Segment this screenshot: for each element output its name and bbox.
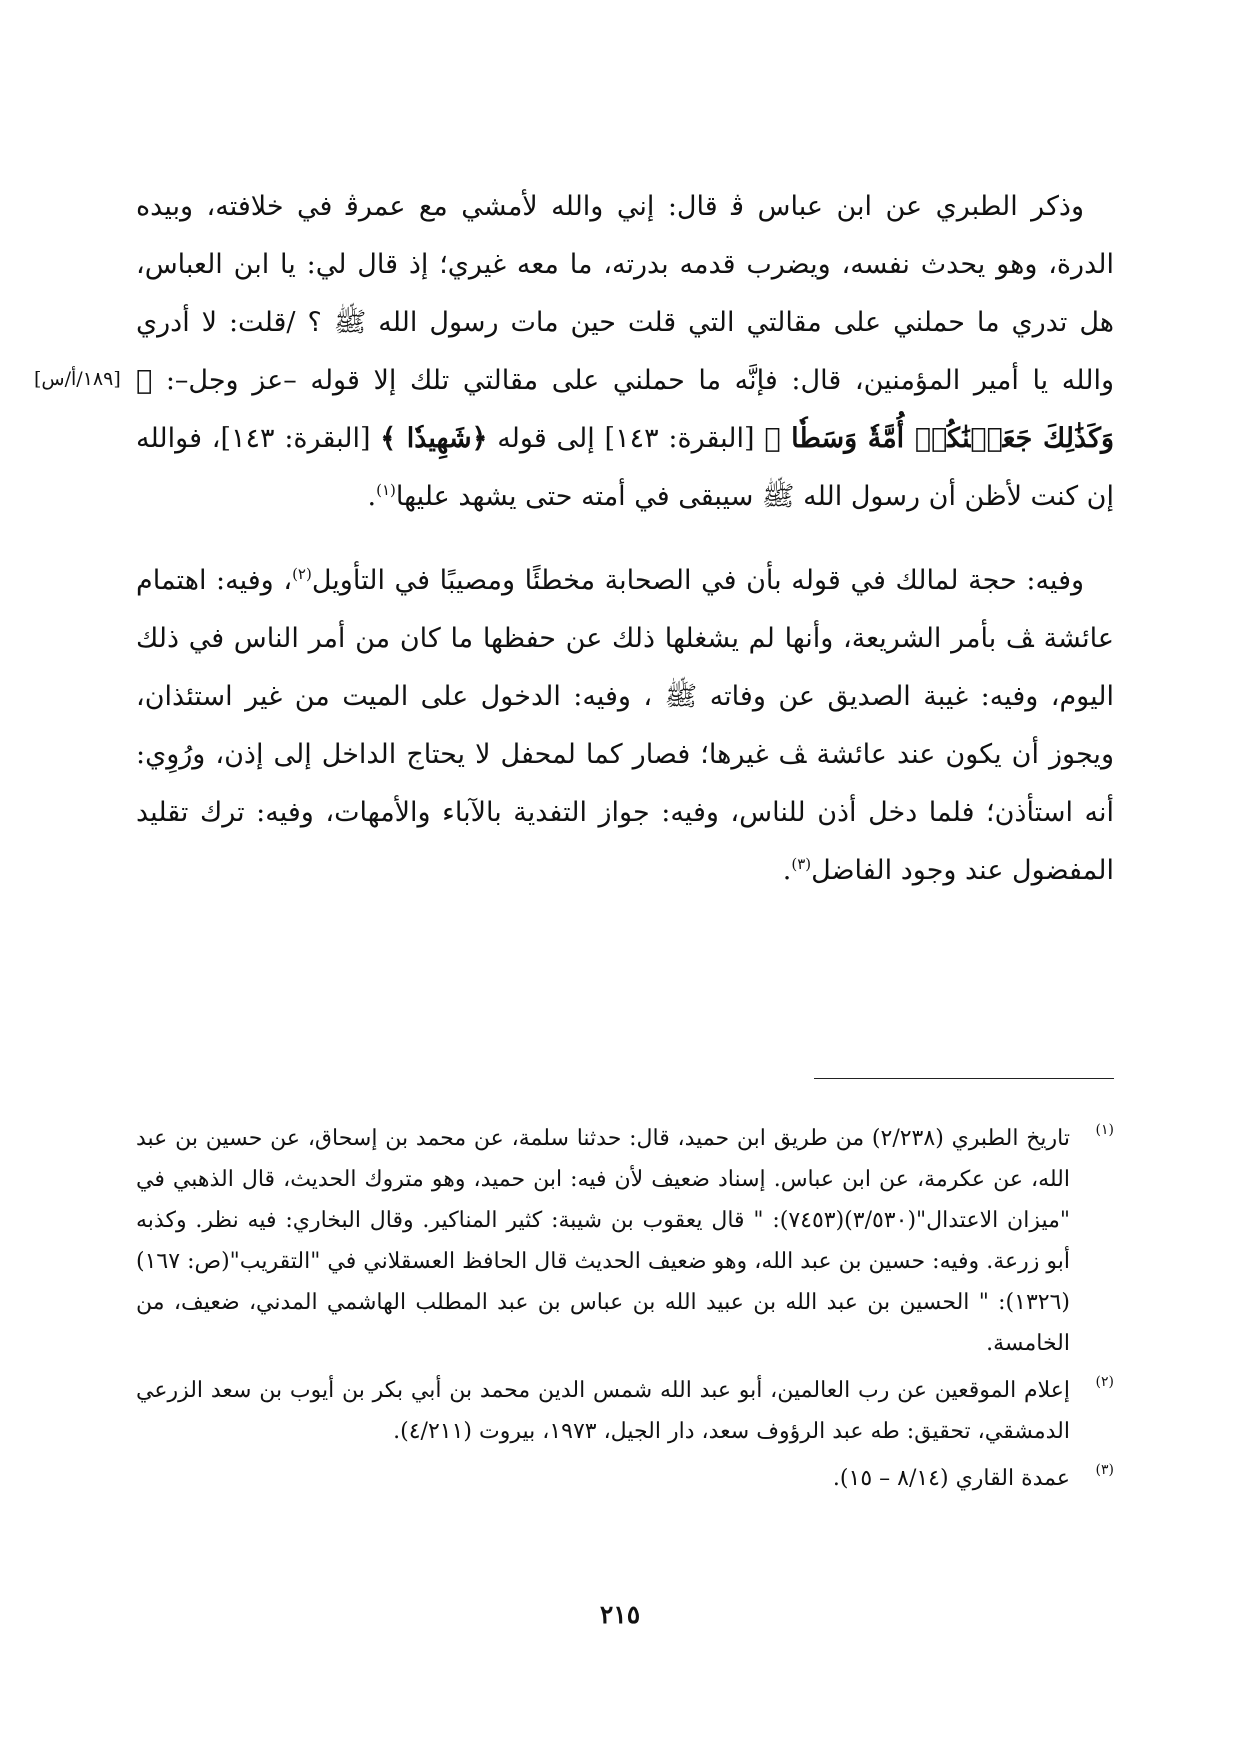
footnote [136, 1458, 1114, 1499]
main-text [136, 178, 1114, 900]
footnote-text: تاريخ الطبري (٢/٢٣٨) من طريق ابن حميد، قال: حدثنا سلمة، عن محمد بن إسحاق، عن حسين بن عبد الله، عن عكرمة، عن ابن عباس. إسناد ضعيف لأن فيه: ابن حميد، وهو متروك الحديث، قال الذهبي في "ميزان الاعتدال"(٣/٥٣٠)(٧٤٥٣): " قال يعقوب بن شيبة: كثير المناكير. وقال البخاري: فيه نظر. وكذبه أبو زرعة. وفيه: حسين بن عبد الله، وهو ضعيف الحديث قال الحافظ العسقلاني في "التقريب"(ص: ١٦٧)(١٣٢٦): " الحسين بن عبد الله بن عبيد الله بن عباس بن عبد المطلب الهاشمي المدني، ضعيف، من الخامسة. [136, 1126, 1071, 1356]
quran-verse: ﴿ وَكَذَٰلِكَ جَعَلۡنَٰكُمۡ أُمَّةٗ وَسَطٗا ﴾ [136, 365, 1114, 454]
footnote-number: (٢) [1095, 1374, 1114, 1390]
footnote-separator [814, 1078, 1114, 1079]
footnote-number: (١) [1095, 1122, 1114, 1138]
paragraph [136, 178, 1114, 526]
manuscript-folio-note: [١٨٩/أ/س] [34, 368, 121, 390]
footnote-text: إعلام الموقعين عن رب العالمين، أبو عبد الله شمس الدين محمد بن أبي بكر بن أيوب بن سعد الزرعي الدمشقي، تحقيق: طه عبد الرؤوف سعد، دار الجيل، ١٩٧٣، بيروت (٤/٢١١). [136, 1378, 1070, 1444]
footnote-ref[interactable]: (١) [376, 481, 396, 499]
paragraph-text: [البقرة: ١٤٣] إلى قوله [487, 423, 765, 454]
paragraph-text: وفيه: حجة لمالك في قوله بأن في الصحابة مخطئًا ومصيبًا في التأويل [311, 565, 1085, 596]
paragraph-text: [البقرة: ١٤٣]، فوالله إن كنت لأظن أن رسول الله ﷺ سيبقى في أمته حتى يشهد عليها [136, 423, 1114, 512]
footnote [136, 1118, 1114, 1364]
footnote [136, 1370, 1114, 1452]
footnotes [136, 1118, 1114, 1505]
paragraph [136, 552, 1114, 900]
quran-verse: ﴿شَهِيدٗا ﴾ [380, 423, 488, 454]
paragraph-text: . [782, 855, 792, 886]
footnote-ref[interactable]: (٢) [292, 565, 312, 583]
footnote-ref[interactable]: (٣) [791, 855, 812, 873]
paragraph-text: وذكر الطبري عن ابن عباس ﭬ قال: إني والله لأمشي مع عمرﭬ في خلافته، وبيده الدرة، وهو يحدث نفسه، ويضرب قدمه بدرته، ما معه غيري؛ إذ قال لي: يا ابن العباس، هل تدري ما حملني على مقالتي التي قلت حين مات رسول الله ﷺ ؟ /قلت: لا أدري والله يا أمير المؤمنين، قال: فإنَّه ما حملني على مقالتي تلك إلا قوله –عز وجل–: [136, 191, 1114, 396]
footnote-number: (٣) [1095, 1462, 1114, 1478]
paragraph-text: . [367, 481, 377, 512]
page-number: ٢١٥ [599, 1600, 641, 1629]
footnote-text: عمدة القاري (٨/١٤ – ١٥). [832, 1466, 1070, 1491]
paragraph-text: ، وفيه: اهتمام عائشة ﭫ بأمر الشريعة، وأنها لم يشغلها ذلك عن حفظها ما كان من أمر الناس في ذلك اليوم، وفيه: غيبة الصديق عن وفاته ﷺ ، وفيه: الدخول على الميت من غير استئذان، ويجوز أن يكون عند عائشة ﭫ غيرها؛ فصار كما لمحفل لا يحتاج الداخل إلى إذن، ورُوِي: أنه استأذن؛ فلما دخل أذن للناس، وفيه: جواز التفدية بالآباء والأمهات، وفيه: ترك تقليد المفضول عند وجود الفاضل [136, 565, 1114, 886]
